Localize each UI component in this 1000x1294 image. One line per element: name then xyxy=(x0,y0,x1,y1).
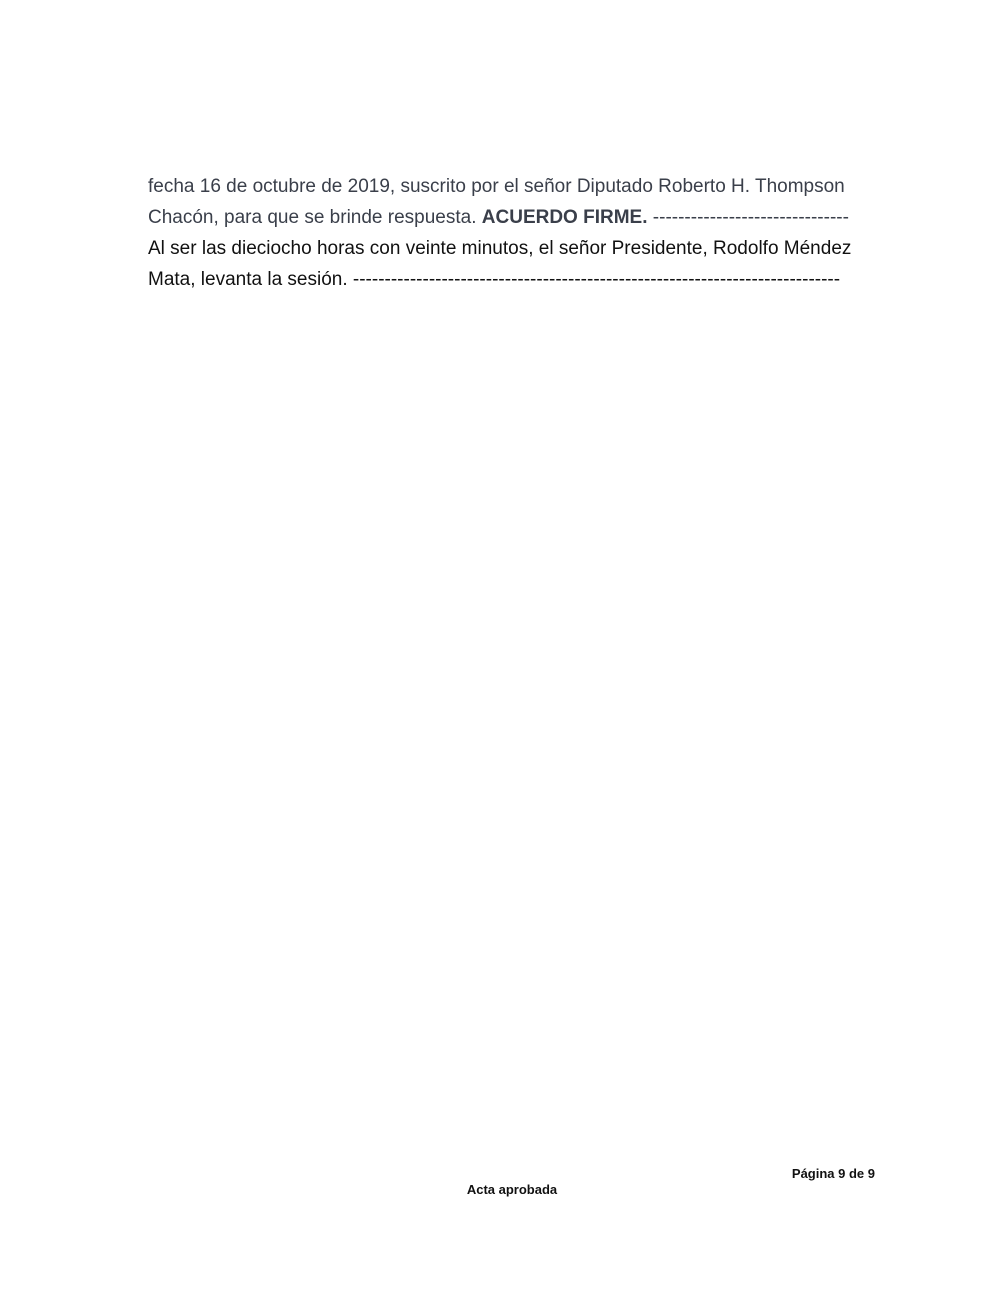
agreement-firm-label: ACUERDO FIRME. xyxy=(481,207,648,228)
page-number: Página 9 de 9 xyxy=(791,1166,875,1181)
paragraph-line-1: fecha 16 de octubre de 2019, suscrito por el señor Diputado Roberto H. Thompson xyxy=(148,176,845,197)
document-status: Acta aprobada xyxy=(466,1182,558,1197)
paragraph-line-2 xyxy=(148,202,876,233)
dash-filler: ------------------------------- xyxy=(647,207,849,228)
response-text: Chacón, para que se brinde respuesta. xyxy=(148,207,482,228)
minutes-paragraph xyxy=(148,171,876,295)
paragraph-line-3: Al ser las dieciocho horas con veinte minutos, el señor Presidente, Rodolfo Méndez xyxy=(148,238,852,259)
paragraph-line-4: Mata, levanta la sesión. ----------------------------------------------------------------------------- xyxy=(148,269,841,290)
